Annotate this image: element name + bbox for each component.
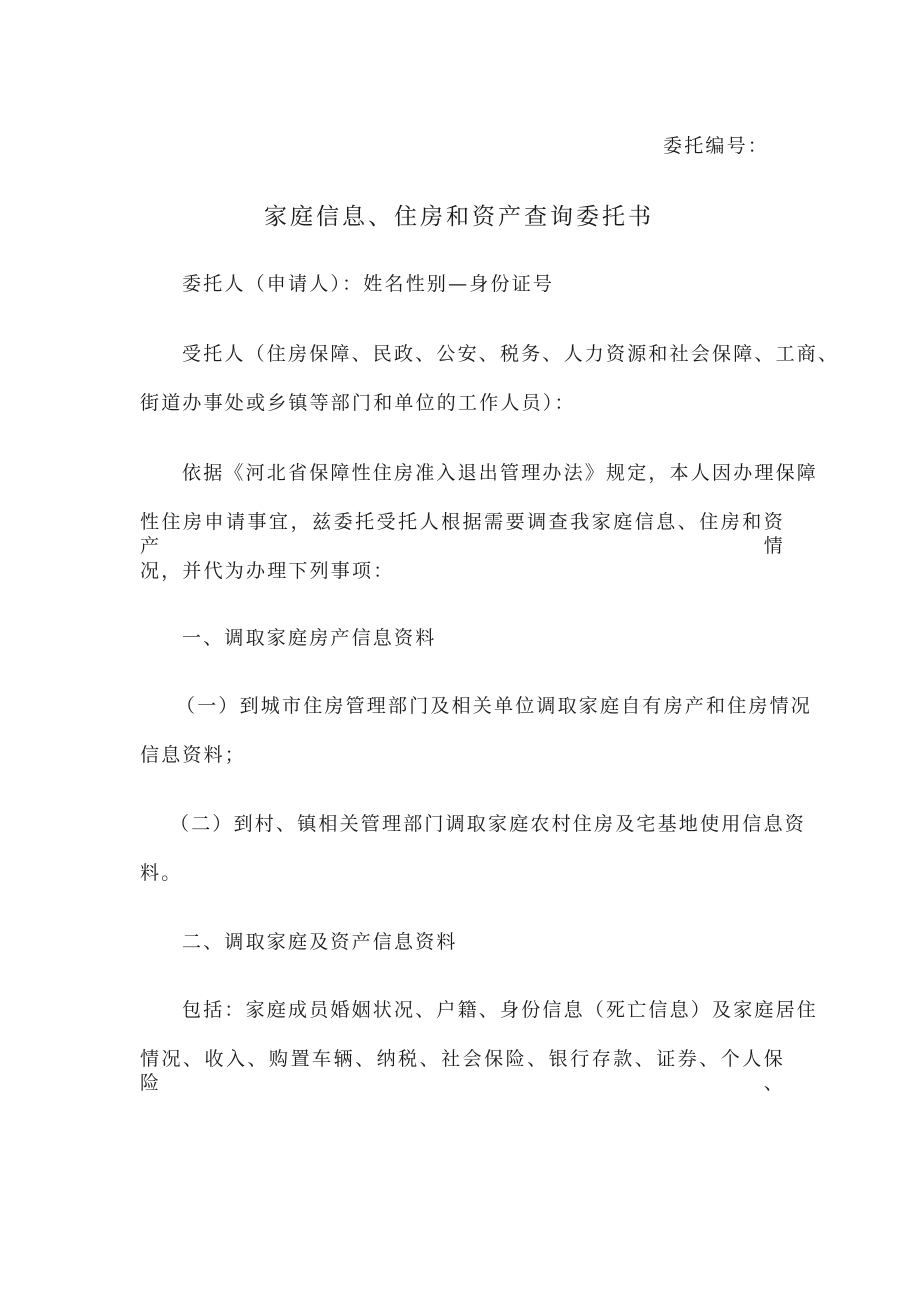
section-1-item-2-line-2: 料。 <box>140 862 183 884</box>
basis-line-3: 况，并代为办理下列事项： <box>140 560 395 582</box>
section-2-heading: 二、调取家庭及资产信息资料 <box>182 931 458 953</box>
section-1-item-2-line-1: （二）到村、镇相关管理部门调取家庭农村住房及宅基地使用信息资 <box>170 813 807 835</box>
agent-line-2: 街道办事处或乡镇等部门和单位的工作人员）： <box>140 392 576 414</box>
section-2-body-line-1: 包括：家庭成员婚姻状况、户籍、身份信息（死亡信息）及家庭居住 <box>182 999 819 1021</box>
section-2-body-line-2: 情况、收入、购置车辆、纳税、社会保险、银行存款、证券、个人保险、 <box>140 1048 785 1094</box>
section-1-heading: 一、调取家庭房产信息资料 <box>182 627 437 649</box>
basis-line-2: 性住房申请事宜，兹委托受托人根据需要调查我家庭信息、住房和资产情 <box>140 511 785 557</box>
principal-line: 委托人（申请人）：姓名性别—身份证号 <box>182 273 555 295</box>
document-title: 家庭信息、住房和资产查询委托书 <box>264 204 654 230</box>
entrust-number-label: 委托编号： <box>663 135 770 157</box>
section-1-item-1-line-2: 信息资料； <box>140 744 247 766</box>
basis-line-1: 依据《河北省保障性住房准入退出管理办法》规定，本人因办理保障 <box>182 462 819 484</box>
agent-line-1: 受托人（住房保障、民政、公安、税务、人力资源和社会保障、工商、 <box>182 343 840 365</box>
section-1-item-1-line-1: （一）到城市住房管理部门及相关单位调取家庭自有房产和住房情况 <box>176 695 813 717</box>
